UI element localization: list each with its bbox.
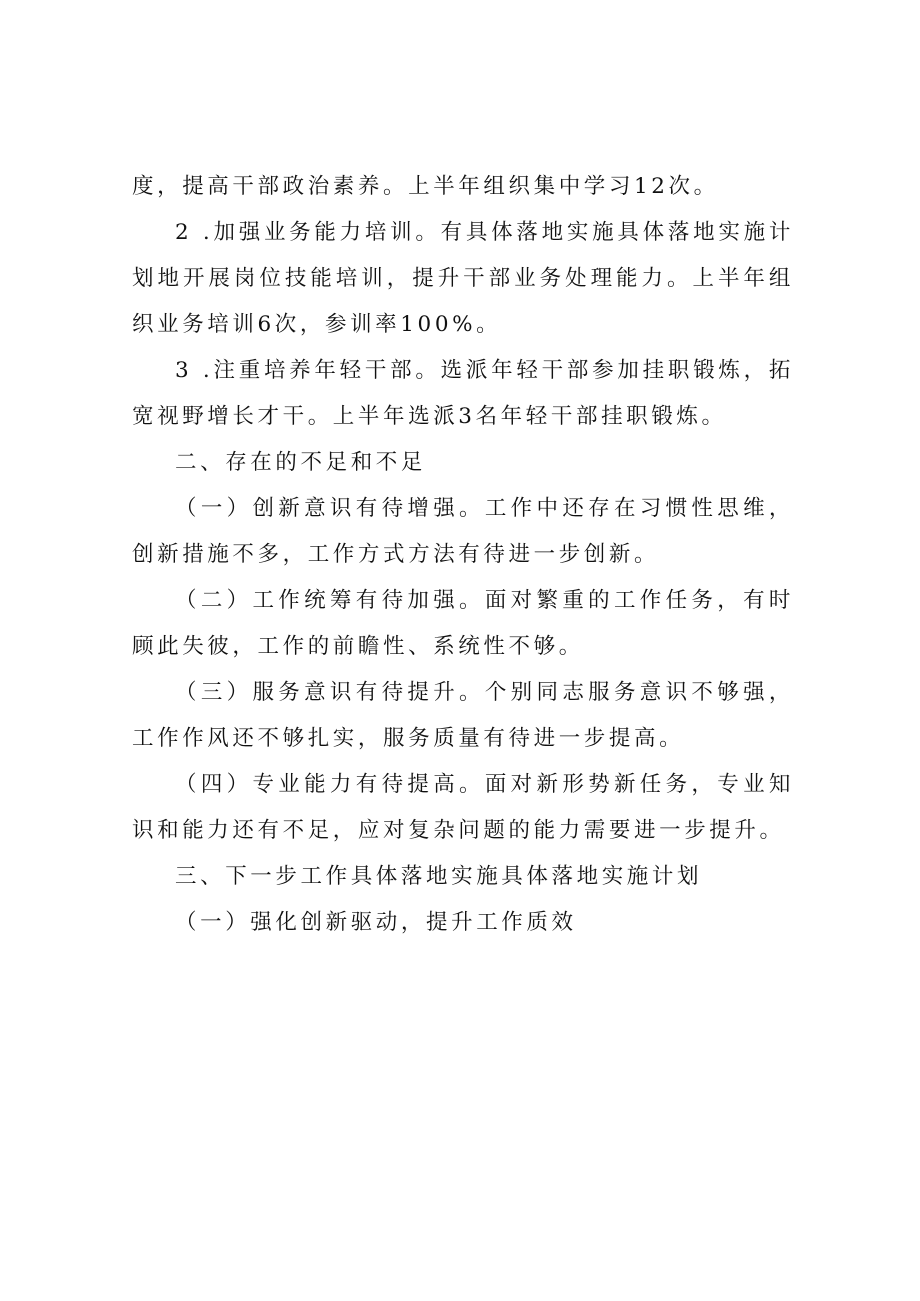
paragraph-item-2: 2 .加强业务能力培训。有具体落地实施具体落地实施计划地开展岗位技能培训，提升干部业务处理能力。上半年组织业务培训6次，参训率100%。	[132, 220, 794, 337]
paragraph-shortcoming-1: （一）创新意识有待增强。工作中还存在习惯性思维，创新措施不多，工作方式方法有待进一步创新。	[132, 496, 794, 567]
paragraph-shortcoming-3: （三）服务意识有待提升。个别同志服务意识不够强，工作作风还不够扎实，服务质量有待进一步提高。	[132, 680, 794, 751]
paragraph-item-3: 3 .注重培养年轻干部。选派年轻干部参加挂职锻炼，拓宽视野增长才干。上半年选派3名年轻干部挂职锻炼。	[132, 358, 794, 429]
section-heading-2: 二、存在的不足和不足	[175, 450, 427, 475]
document-body	[132, 164, 794, 946]
subsection-heading-1: （一）强化创新驱动，提升工作质效	[175, 910, 577, 935]
paragraph-shortcoming-2: （二）工作统筹有待加强。面对繁重的工作任务，有时顾此失彼，工作的前瞻性、系统性不够。	[132, 588, 794, 659]
section-heading-3: 三、下一步工作具体落地实施具体落地实施计划	[175, 864, 703, 889]
paragraph-shortcoming-4: （四）专业能力有待提高。面对新形势新任务，专业知识和能力还有不足，应对复杂问题的能力需要进一步提升。	[132, 772, 794, 843]
paragraph-continuation: 度，提高干部政治素养。上半年组织集中学习12次。	[132, 174, 719, 199]
